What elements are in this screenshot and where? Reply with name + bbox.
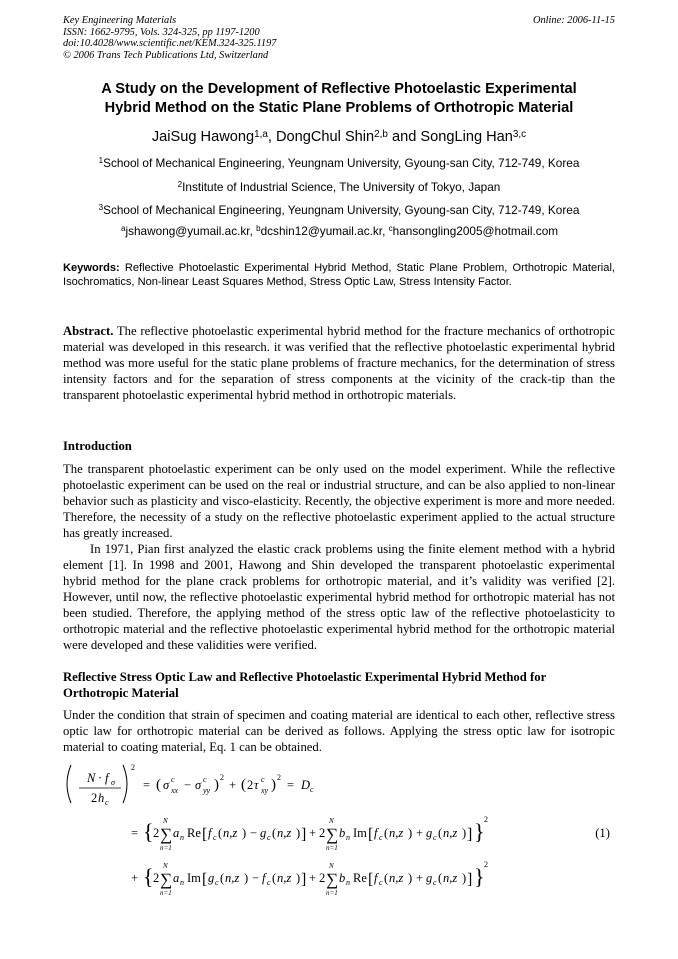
svg-text:∑: ∑ (326, 870, 339, 889)
svg-text:2: 2 (319, 826, 326, 840)
online-date: Online: 2006-11-15 (532, 15, 615, 26)
author-affiliation-mark: 3,c (512, 128, 527, 140)
equation-number: (1) (595, 826, 610, 840)
svg-text:c: c (215, 878, 219, 887)
journal-doi: doi:10.4028/www.scientific.net/KEM.324-325.1197 (63, 38, 277, 50)
svg-text:): ) (296, 871, 301, 885)
affiliation-text: School of Mechanical Engineering, Yeungnam University, Gyoung-san City, 712-749, Korea (103, 156, 580, 170)
svg-text:b: b (339, 871, 346, 885)
svg-text:g: g (260, 826, 267, 840)
svg-text:(: ( (384, 826, 389, 840)
keywords (63, 262, 615, 289)
email-mark: c (388, 224, 393, 234)
svg-text:N: N (329, 817, 334, 825)
affiliation-text: Institute of Industrial Science, The University of Tokyo, Japan (182, 180, 501, 194)
svg-text:2: 2 (247, 778, 254, 792)
svg-text:2: 2 (319, 871, 326, 885)
svg-text:2: 2 (484, 815, 488, 824)
author-name: SongLing Han (420, 129, 513, 145)
title-line-2: Hybrid Method on the Static Plane Problems of Orthotropic Material (104, 99, 574, 116)
svg-text:c: c (433, 833, 437, 842)
svg-text:{: { (143, 819, 154, 844)
abstract-text: The reflective photoelastic experimental hybrid method for the fracture mechanics of orthotropic material was developed in this research. it was verified that the reflective photoelastic experimental hybrid method was more useful for the static plane problems of fracture mechanics, for the determination of stress intensity factors and for the separation of stress components at the vicinity of the crack-tip than the transparent photoelastic experimental hybrid method in orthotropic materials. (63, 324, 615, 402)
svg-text:(: ( (272, 826, 277, 840)
svg-text:f: f (208, 826, 212, 840)
svg-text:n: n (346, 833, 350, 842)
svg-text:c: c (105, 798, 109, 807)
svg-text:[: [ (368, 826, 374, 843)
author-name: JaiSug Hawong (151, 129, 255, 145)
svg-text:2: 2 (484, 860, 488, 869)
affiliation-3 (40, 203, 638, 217)
title-line-1: A Study on the Development of Reflective Photoelastic Experimental (101, 81, 577, 97)
journal-copyright: © 2006 Trans Tech Publications Ltd, Switzerland (63, 49, 269, 61)
section-heading-line-2: Orthotropic Material (63, 686, 179, 700)
svg-text:}: } (474, 864, 485, 889)
svg-text:2: 2 (277, 773, 281, 782)
svg-text:Im: Im (187, 871, 201, 885)
svg-text:−: − (252, 871, 260, 885)
svg-text:+: + (309, 871, 317, 885)
svg-text:c: c (433, 878, 437, 887)
svg-text:c: c (310, 785, 314, 794)
email-address[interactable]: dcshin12@yumail.ac.kr, (260, 224, 389, 238)
svg-text:(: ( (241, 777, 246, 793)
section-heading-line-1: Reflective Stress Optic Law and Reflective Photoelastic Experimental Hybrid Method for (63, 670, 547, 684)
author-separator: and (387, 129, 421, 145)
svg-text:2: 2 (153, 871, 160, 885)
svg-text:yy: yy (203, 786, 211, 795)
svg-text:): ) (242, 826, 247, 840)
svg-text:Re: Re (187, 826, 201, 840)
svg-text:n: n (180, 878, 184, 887)
svg-text:N: N (87, 771, 96, 785)
svg-text:∑: ∑ (160, 870, 173, 889)
svg-text:σ: σ (163, 778, 170, 792)
svg-text:f: f (374, 871, 378, 885)
affiliation-mark: 2 (177, 180, 183, 190)
svg-text:]: ] (467, 826, 473, 843)
paper-title (40, 80, 638, 117)
svg-text:N: N (329, 862, 334, 870)
svg-text:]: ] (467, 871, 473, 888)
svg-text:(: ( (220, 871, 225, 885)
svg-text:): ) (296, 826, 301, 840)
svg-text:n: n (180, 833, 184, 842)
svg-text:a: a (173, 826, 180, 840)
svg-text:xy: xy (261, 786, 269, 795)
svg-text:N: N (163, 862, 168, 870)
svg-text:n,z: n,z (389, 871, 404, 885)
svg-text:τ: τ (254, 778, 259, 792)
svg-text:n=1: n=1 (326, 889, 338, 897)
svg-text:(: ( (156, 777, 161, 793)
email-address[interactable]: jshawong@yumail.ac.kr, (125, 224, 257, 238)
svg-text:): ) (462, 871, 467, 885)
svg-text:c: c (261, 775, 265, 784)
svg-text:n,z: n,z (277, 871, 292, 885)
svg-text:n=1: n=1 (160, 844, 172, 852)
svg-text:+: + (229, 778, 237, 792)
email-address[interactable]: hansongling2005@hotmail.com (392, 224, 559, 238)
svg-text:a: a (173, 871, 180, 885)
author-affiliation-mark: 2,b (374, 128, 388, 140)
svg-text:[: [ (202, 871, 208, 888)
affiliation-1 (40, 156, 638, 170)
svg-text:f: f (262, 871, 266, 885)
svg-text:c: c (267, 878, 271, 887)
svg-text:): ) (244, 871, 249, 885)
svg-text:{: { (143, 864, 154, 889)
section-paragraph-1: Under the condition that strain of specimen and coating material are identical to each other, reflective stress optic law for orthotropic material can be derived as follows. Applying the stress optic law for isotropic material to coating material, Eq. 1 can be obtained. (63, 708, 615, 754)
svg-text:(: ( (438, 826, 443, 840)
svg-text:2: 2 (220, 773, 224, 782)
svg-text:n=1: n=1 (326, 844, 338, 852)
svg-text:Im: Im (353, 826, 367, 840)
affiliation-mark: 1 (98, 156, 104, 166)
svg-text:(: ( (272, 871, 277, 885)
svg-text:n,z: n,z (443, 826, 458, 840)
svg-text:n,z: n,z (225, 871, 240, 885)
journal-issn: ISSN: 1662-9795, Vols. 324-325, pp 1197-1200 (63, 26, 260, 38)
author-list (40, 128, 638, 146)
section-heading (63, 669, 615, 701)
svg-text:∑: ∑ (160, 825, 173, 844)
keywords-label: Keywords: (63, 262, 120, 274)
svg-text:): ) (408, 826, 413, 840)
equation-1 (63, 762, 615, 902)
svg-text:f: f (374, 826, 378, 840)
journal-header (63, 15, 615, 61)
affiliation-mark: 3 (98, 203, 104, 213)
svg-text:=: = (143, 778, 151, 792)
svg-text:[: [ (368, 871, 374, 888)
svg-text:h: h (98, 791, 105, 805)
svg-text:n,z: n,z (223, 826, 238, 840)
introduction-heading: Introduction (63, 439, 132, 453)
svg-text:Re: Re (353, 871, 367, 885)
svg-text:N: N (163, 817, 168, 825)
svg-text:−: − (250, 826, 258, 840)
svg-text:∑: ∑ (326, 825, 339, 844)
svg-text:(: ( (438, 871, 443, 885)
author-name: DongChul Shin (275, 129, 375, 145)
svg-text:c: c (171, 775, 175, 784)
svg-text:}: } (474, 819, 485, 844)
svg-text:xx: xx (171, 786, 179, 795)
equation-1-formula (63, 762, 603, 902)
svg-text:c: c (379, 833, 383, 842)
svg-text:): ) (408, 871, 413, 885)
svg-text:g: g (426, 826, 433, 840)
email-mark: a (121, 224, 126, 234)
svg-text:]: ] (301, 871, 307, 888)
author-emails (121, 224, 621, 238)
svg-text:c: c (379, 878, 383, 887)
svg-text:c: c (203, 775, 207, 784)
svg-text:[: [ (202, 826, 208, 843)
svg-text:n,z: n,z (443, 871, 458, 885)
svg-text:g: g (426, 871, 433, 885)
svg-text:(: ( (218, 826, 223, 840)
svg-text:·: · (98, 771, 103, 785)
introduction-paragraph-1: The transparent photoelastic experiment can be only used on the model experiment. While the reflective photoelastic experiment can be used on the real or industrial structure, and can be also applied to non-linear behavior such as plasticity and visco-elasticity. Recently, the objective experiment is more and more needed. Therefore, the necessity of a study on the reflective photoelastic experiment applied to the actual structure has greatly increased. (63, 462, 615, 540)
svg-text:f: f (105, 771, 109, 785)
svg-text:]: ] (301, 826, 307, 843)
svg-text:n: n (346, 878, 350, 887)
svg-text:(: ( (384, 871, 389, 885)
svg-text:n=1: n=1 (160, 889, 172, 897)
svg-text:g: g (208, 871, 215, 885)
svg-text:+: + (131, 871, 139, 885)
svg-text:σ: σ (111, 778, 115, 787)
author-separator: , (267, 129, 276, 145)
svg-text:n,z: n,z (389, 826, 404, 840)
svg-text:=: = (131, 826, 139, 840)
abstract (63, 323, 615, 403)
svg-text:c: c (267, 833, 271, 842)
svg-text:2: 2 (91, 791, 98, 805)
svg-text:): ) (462, 826, 467, 840)
keywords-text: Reflective Photoelastic Experimental Hybrid Method, Static Plane Problem, Orthotropic Material, Isochromatics, Non-linear Least Squares Method, Stress Optic Law, Stress Intensity Factor. (63, 262, 615, 288)
journal-name: Key Engineering Materials (63, 15, 177, 26)
svg-text:2: 2 (131, 763, 135, 772)
svg-text:=: = (287, 778, 295, 792)
svg-text:+: + (416, 826, 424, 840)
svg-text:σ: σ (195, 778, 202, 792)
svg-text:b: b (339, 826, 346, 840)
svg-text:+: + (309, 826, 317, 840)
author-affiliation-mark: 1,a (254, 128, 268, 140)
affiliation-2 (40, 180, 638, 194)
svg-text:+: + (416, 871, 424, 885)
svg-text:c: c (213, 833, 217, 842)
email-mark: b (256, 224, 261, 234)
abstract-label: Abstract. (63, 324, 114, 338)
svg-text:): ) (271, 777, 276, 793)
svg-text:): ) (214, 777, 219, 793)
introduction-paragraph-2: In 1971, Pian first analyzed the elastic crack problems using the finite element method with a hybrid element [1]. In 1998 and 2001, Hawong and Shin developed the transparent photoelastic experimental hybrid method for the plane crack problems for orthotropic material, and it’s validity was verified [2]. However, until now, the reflective photoelastic experimental hybrid method for orthotropic material has not been studied. Therefore, the applying method of the stress optic law of the reflective photoelasticity to orthotropic material and the reflective photoelastic experimental hybrid method for the orthotropic material were developed and these validities were verified. (63, 542, 615, 652)
svg-text:D: D (301, 778, 311, 792)
affiliation-text: School of Mechanical Engineering, Yeungnam University, Gyoung-san City, 712-749, Korea (103, 203, 580, 217)
svg-text:2: 2 (153, 826, 160, 840)
svg-text:−: − (184, 778, 192, 792)
svg-text:n,z: n,z (277, 826, 292, 840)
